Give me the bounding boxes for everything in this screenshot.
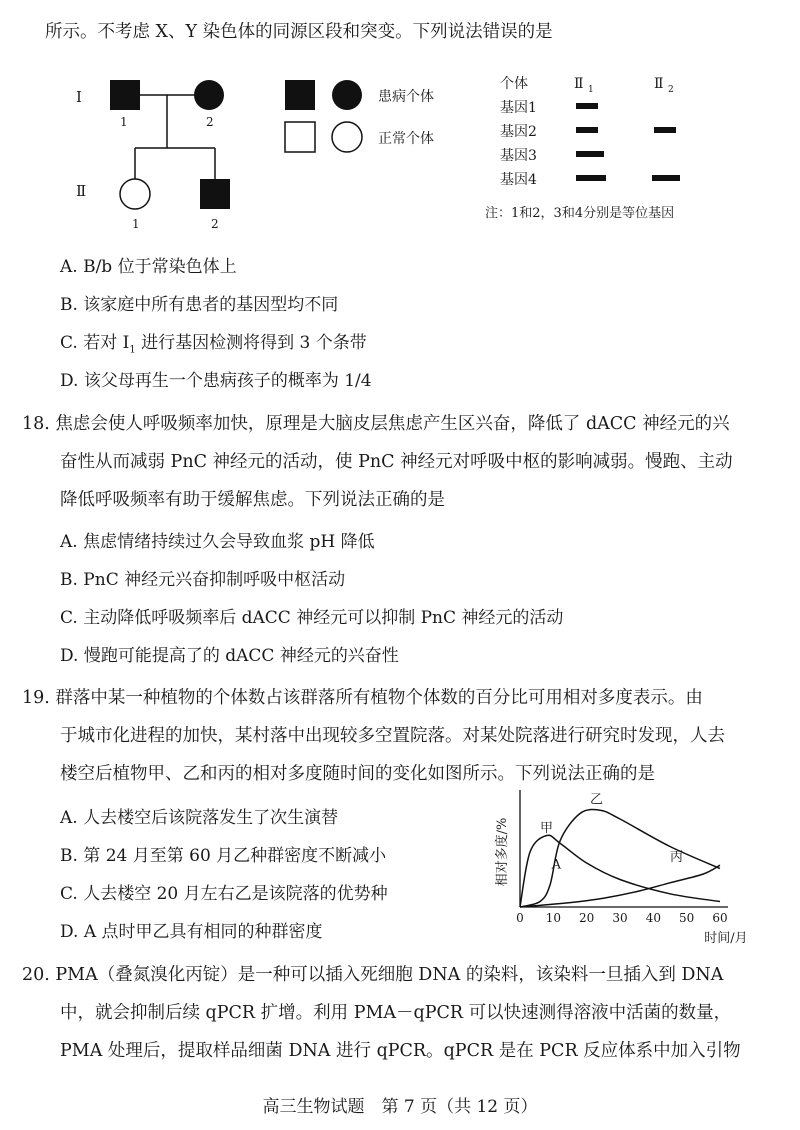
x-tick-label: 50 — [679, 911, 695, 925]
q19-stem-line1: 19. 群落中某一种植物的个体数占该群落所有植物个体数的百分比可用相对多度表示。由 — [22, 688, 703, 708]
q19-stem-line3: 楼空后植物甲、乙和丙的相对多度随时间的变化如图所示。下列说法正确的是 — [60, 764, 655, 784]
band-II1-gene3 — [576, 151, 604, 157]
label-II1: 1 — [132, 217, 140, 231]
legend-normal-female — [332, 122, 362, 152]
series-label-2: 乙 — [590, 792, 604, 808]
annotation-point-a: A — [551, 857, 562, 873]
generation-2-label: Ⅱ — [76, 182, 87, 200]
series-line-1 — [520, 835, 720, 907]
band-row-gene1: 基因1 — [500, 100, 537, 116]
band-II1-gene4 — [576, 175, 606, 181]
x-tick-label: 30 — [612, 911, 628, 925]
label-I2: 2 — [206, 115, 214, 129]
generation-1-label: Ⅰ — [76, 88, 82, 106]
q19-option-b: B. 第 24 月至第 60 月乙种群密度不断减小 — [60, 846, 387, 866]
y-axis-label: 相对多度/% — [495, 817, 510, 887]
band-row-gene3: 基因3 — [500, 148, 537, 164]
individual-II1-normal-female — [120, 179, 150, 209]
individual-I2-affected-female — [194, 80, 224, 110]
q20-stem-line1: 20. PMA（叠氮溴化丙锭）是一种可以插入死细胞 DNA 的染料，该染料一旦插入到 DNA — [22, 965, 724, 985]
x-tick-label: 40 — [645, 911, 661, 925]
band-col2-label: Ⅱ — [654, 76, 664, 92]
legend-normal-male — [285, 122, 315, 152]
series-label-1: 甲 — [540, 821, 554, 837]
q17-option-d: D. 该父母再生一个患病孩子的概率为 1/4 — [60, 371, 372, 391]
pedigree-figure — [0, 60, 800, 235]
q18-option-d: D. 慢跑可能提高了的 dACC 神经元的兴奋性 — [60, 646, 399, 666]
label-II2: 2 — [211, 217, 219, 231]
q20-stem-line3: PMA 处理后，提取样品细菌 DNA 进行 qPCR。qPCR 是在 PCR 反应体系中加入引物 — [60, 1041, 741, 1061]
x-tick-label: 60 — [712, 911, 728, 925]
legend-affected-female — [332, 80, 362, 110]
band-note: 注：1和2，3和4分别是等位基因 — [485, 206, 675, 221]
svg-text:2: 2 — [668, 85, 674, 95]
q19-option-a: A. 人去楼空后该院落发生了次生演替 — [60, 808, 339, 828]
q20-stem-line2: 中，就会抑制后续 qPCR 扩增。利用 PMA－qPCR 可以快速测得溶液中活菌的数量， — [60, 1003, 732, 1023]
x-tick-label: 20 — [579, 911, 595, 925]
label-I1: 1 — [120, 115, 128, 129]
page-footer: 高三生物试题 第 7 页（共 12 页） — [262, 1097, 538, 1117]
band-row-gene4: 基因4 — [500, 172, 537, 188]
q18-stem-line2: 奋性从而减弱 PnC 神经元的活动，使 PnC 神经元对呼吸中枢的影响减弱。慢跑、主动 — [60, 452, 733, 472]
individual-I1-affected-male — [110, 80, 140, 110]
legend-affected-label: 患病个体 — [378, 89, 434, 105]
x-axis-label: 时间/月 — [704, 931, 748, 946]
band-II1-gene1 — [576, 103, 598, 109]
individual-II2-affected-male — [200, 179, 230, 209]
band-II2-gene2 — [654, 127, 676, 133]
band-header: 个体 — [500, 76, 528, 92]
q17-option-c: C. 若对 $I_1$ 进行基因检测将得到 3 个条带 — [60, 333, 367, 356]
svg-text:1: 1 — [588, 85, 594, 95]
x-tick-label: 10 — [545, 911, 561, 925]
q18-stem-line1: 18. 焦虑会使人呼吸频率加快，原理是大脑皮层焦虑产生区兴奋，降低了 dACC 神经元的兴 — [22, 414, 730, 434]
q18-stem-line3: 降低呼吸频率有助于缓解焦虑。下列说法正确的是 — [60, 490, 445, 510]
band-col1-label: Ⅱ — [574, 76, 584, 92]
question-stem-end: 所示。不考虑 X、Y 染色体的同源区段和突变。下列说法错误的是 — [45, 22, 553, 42]
q18-option-c: C. 主动降低呼吸频率后 dACC 神经元可以抑制 PnC 神经元的活动 — [60, 608, 564, 628]
q18-option-a: A. 焦虑情绪持续过久会导致血浆 pH 降低 — [60, 532, 375, 552]
q18-option-b: B. PnC 神经元兴奋抑制呼吸中枢活动 — [60, 570, 346, 590]
legend-affected-male — [285, 80, 315, 110]
relative-abundance-chart — [488, 790, 750, 955]
q19-stem-line2: 于城市化进程的加快，某村落中出现较多空置院落。对某处院落进行研究时发现，人去 — [60, 726, 725, 746]
q17-option-b: B. 该家庭中所有患者的基因型均不同 — [60, 295, 339, 315]
band-row-gene2: 基因2 — [500, 124, 537, 140]
band-II1-gene2 — [576, 127, 598, 133]
band-II2-gene4 — [652, 175, 680, 181]
series-label-3: 丙 — [670, 849, 684, 865]
q17-option-a: A. B/b 位于常染色体上 — [60, 257, 237, 277]
q19-option-d: D. A 点时甲乙具有相同的种群密度 — [60, 922, 323, 942]
x-tick-label: 0 — [516, 911, 524, 925]
legend-normal-label: 正常个体 — [378, 131, 434, 147]
q19-option-c: C. 人去楼空 20 月左右乙是该院落的优势种 — [60, 884, 388, 904]
